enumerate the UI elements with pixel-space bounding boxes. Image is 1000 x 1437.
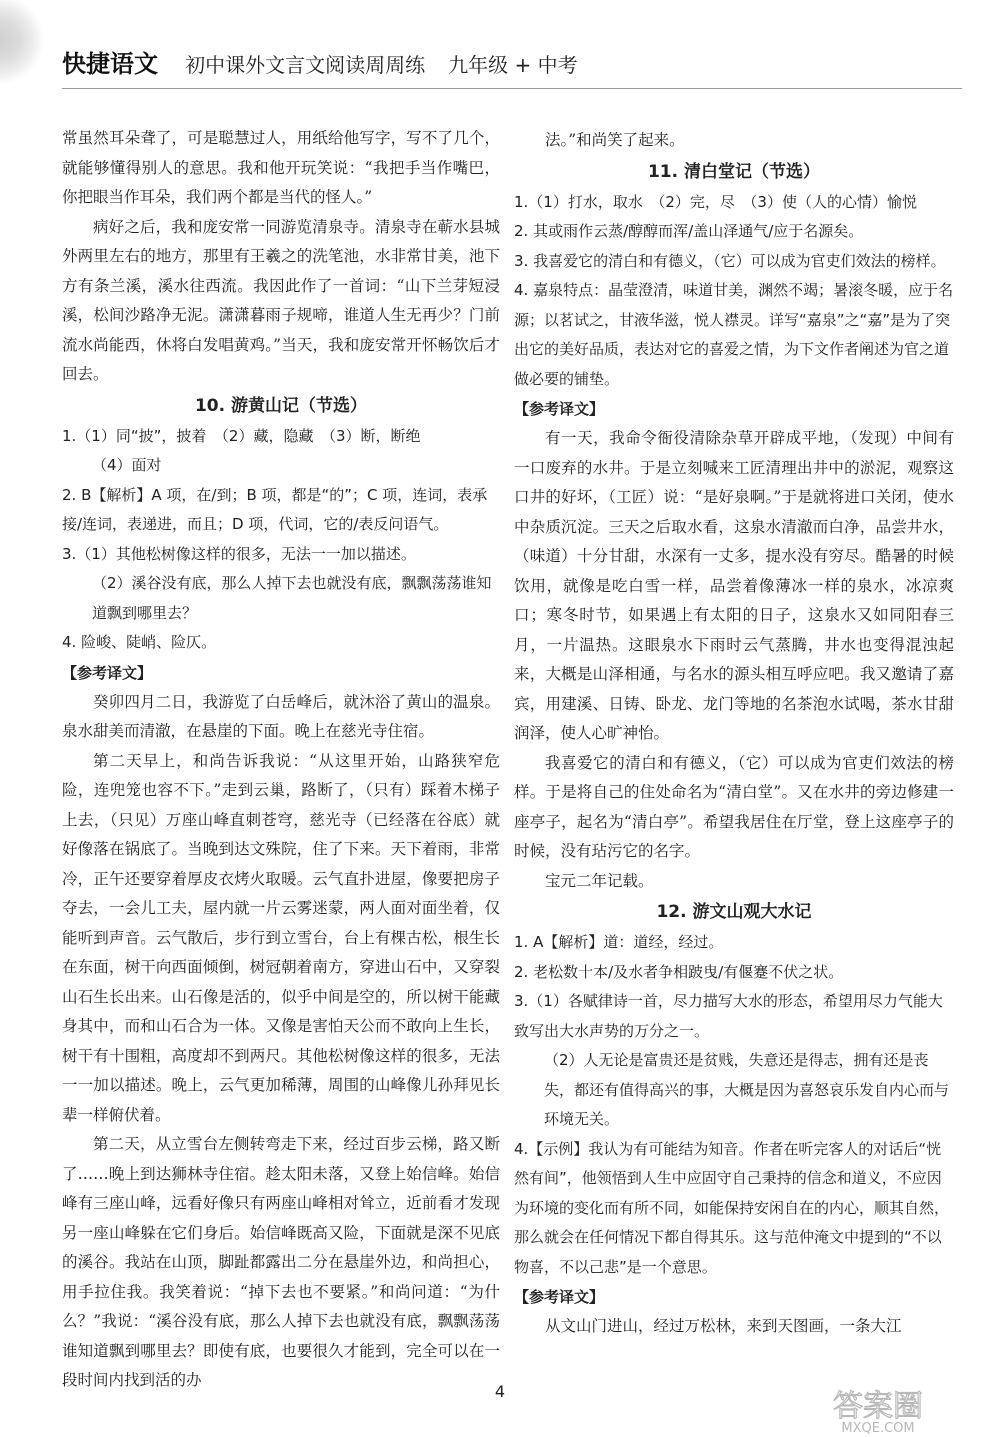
- right-column: [514, 126, 954, 1342]
- reference-heading: 【参考译文】: [62, 663, 153, 682]
- section-title: 10. 游黄山记（节选）: [194, 395, 368, 416]
- grade-label: 九年级 + 中考: [448, 53, 578, 77]
- paragraph: 有一天，我命令衙役清除杂草开辟成平地，（发现）中间有一口废弃的水井。于是立刻喊来工匠清理出井中的淤泥，观察这口井的好坏，（工匠）说：“是好泉啊。”于是就将进口关闭，使水中杂质沉淀。三天之后取水看，这泉水清澈而白净，品尝井水，（味道）十分甘甜，水深有一丈多，提水没有穷尽。酷暑的时候饮用，就像是吃白雪一样，品尝着像薄冰一样的泉水，冰凉爽口；寒冬时节，如果遇上有太阳的日子，这泉水又如同阳春三月，一片温热。这眼泉水下雨时云气蒸腾，井水也变得混浊起来，大概是山泽相通，与名水的源头相互呼应吧。我又邀请了嘉宾，用建溪、日铸、卧龙、龙门等地的名茶泡水试喝，茶水甘甜润泽，使人心旷神怡。: [514, 429, 954, 742]
- answer-item: 2. 其或雨作云蒸/醇醇而浑/盖山泽通气/应于名源矣。: [514, 222, 864, 240]
- answer-item: （4）面对: [92, 456, 162, 474]
- page-header: [62, 44, 970, 84]
- answer-item: （2）溪谷没有底，那么人掉下去也就没有底，飘飘荡荡谁知道飘到哪里去？: [92, 574, 492, 622]
- watermark-logo: [778, 1386, 978, 1434]
- paragraph: 常虽然耳朵聋了，可是聪慧过人，用纸给他写字，写不了几个，就能够懂得别人的意思。我和他开玩笑说：“我把手当作嘴巴，你把眼当作耳朵，我们两个都是当代的怪人。”: [62, 129, 500, 206]
- reference-heading: 【参考译文】: [514, 400, 605, 418]
- answer-item: 2. B【解析】A 项，在/到；B 项，都是“的”；C 项，连词，表承接/连词，表递进，而且；D 项，代词，它的/表反问语气。: [62, 485, 488, 533]
- answer-item: 4.【示例】我认为有可能结为知音。作者在听完客人的对话后“恍然有间”，他领悟到人生中应固守自己秉持的信念和道义，不应因为环境的变化而有所不同，如能保持安闲自在的内心，顺其自然，那么就会在任何情况下都自得其乐。这与范仲淹文中提到的“不以物喜，不以己悲”是一个意思。: [514, 1139, 950, 1276]
- answer-item: 4. 险峻、陡峭、险仄。: [62, 633, 217, 651]
- answer-item: （2）人无论是富贵还是贫贱，失意还是得志，拥有还是丧失，都还有值得高兴的事，大概是因为喜怒哀乐发自内心而与环境无关。: [544, 1051, 950, 1128]
- answer-item: 3.（1）其他松树像这样的很多，无法一一加以描述。: [62, 544, 416, 563]
- paragraph: 从文山门进山，经过万松林，来到天图画，一条大江: [545, 1317, 902, 1335]
- page-number: 4: [494, 1382, 506, 1401]
- answer-item: 2. 老松数十本/及水者争相跛曳/有偃蹇不伏之状。: [514, 962, 844, 981]
- answer-item: 1.（1）同“披”，披着 （2）藏，隐藏 （3）断，断绝: [62, 426, 421, 445]
- header-rule: [62, 88, 962, 89]
- answer-item: 1.（1）打水，取水 （2）完，尽 （3）使（人的心情）愉悦: [514, 192, 917, 211]
- reference-heading: 【参考译文】: [514, 1288, 605, 1306]
- answer-item: 4. 嘉泉特点：晶莹澄清，味道甘美，渊然不竭；暑滚冬暖，应于名源；以茗试之，甘液华滋，悦人襟灵。详写“嘉泉”之“嘉”是为了突出它的美好品质，表达对它的喜爱之情，为下文作者阐述为官之道做必要的铺垫。: [514, 281, 954, 388]
- paragraph: 病好之后，我和庞安常一同游览清泉寺。清泉寺在蕲水县城外两里左右的地方，那里有王羲之的洗笔池，水非常甘美，池下方有条兰溪，溪水往西流。我因此作了一首词：“山下兰芽短浸溪，松间沙路净无泥。潇潇暮雨子规啼，谁道人生无再少？门前流水尚能西，休将白发唱黄鸡。”当天，我和庞安常开怀畅饮后才回去。: [62, 217, 500, 383]
- paragraph: 第二天早上，和尚告诉我说：“从这里开始，山路狭窄危险，连兜笼也容不下。”走到云巢，路断了，（只有）踩着木梯子上去，（只见）万座山峰直刺苍穹，慈光寺（已经落在谷底）就好像落在锅底了。当晚到达文殊院，住了下来。天下着雨，非常冷，正午还要穿着厚皮衣烤火取暖。云气直扑进屋，像要把房子夺去，一会儿工夫，屋内就一片云雾迷蒙，两人面对面坐着，仅能听到声音。云气散后，步行到立雪台，台上有棵古松，根生长在东面，树干向西面倾倒，树冠朝着南方，穿进山石中，又穿裂山石生长出来。山石像是活的，似乎中间是空的，所以树干能藏身其中，而和山石合为一体。又像是害怕天公而不敢向上生长，树干有十围粗，高度却不到两尺。其他松树像这样的很多，无法一一加以描述。晚上，云气更加稀薄，周围的山峰像儿孙拜见长辈一样俯伏着。: [62, 751, 500, 1124]
- watermark-domain: MXQE.COM: [841, 1421, 915, 1434]
- corner-ornament: [0, 0, 44, 110]
- paragraph: 法。”和尚笑了起来。: [545, 131, 685, 149]
- answer-item: 3.（1）各赋律诗一首，尽力描写大水的形态，希望用尽力气能大致写出大水声势的万分之一。: [514, 992, 943, 1040]
- watermark-text: 答案圈: [833, 1389, 923, 1424]
- answer-item: 3. 我喜爱它的清白和有德义，（它）可以成为官吏们效法的榜样。: [514, 251, 946, 270]
- paragraph: 癸卯四月二日，我游览了白岳峰后，就沐浴了黄山的温泉。泉水甜美而清澈，在悬崖的下面。晚上在慈光寺住宿。: [62, 692, 500, 740]
- book-subtitle: 初中课外文言文阅读周周练: [185, 53, 426, 77]
- paragraph: 我喜爱它的清白和有德义，（它）可以成为官吏们效法的榜样。于是将自己的住处命名为“清白堂”。又在水井的旁边修建一座亭子，起名为“清白亭”。希望我居住在厅堂，登上这座亭子的时候，没有玷污它的名字。: [514, 753, 954, 860]
- answer-item: 1. A【解析】道：道经，经过。: [514, 933, 724, 951]
- paragraph: 第二天，从立雪台左侧转弯走下来，经过百步云梯，路又断了……晚上到达狮林寺住宿。趁太阳未落，又登上始信峰。始信峰有三座山峰，远看好像只有两座山峰相对耸立，近前看才发现另一座山峰躲在它们身后。始信峰既高又险，下面就是深不见底的溪谷。我站在山顶，脚趾都露出二分在悬崖外边，和尚担心，用手拉住我。我笑着说：“掉下去也不要紧。”和尚问道：“为什么？”我说：“溪谷没有底，那么人掉下去也就没有底，飘飘荡荡谁知道飘到哪里去？即使有底，也要很久才能到，完全可以在一段时间内找到活的办: [62, 1135, 500, 1389]
- section-title: 11. 清白堂记（节选）: [647, 161, 821, 182]
- section-title: 12. 游文山观大水记: [656, 902, 812, 922]
- left-column: [62, 124, 500, 1396]
- brand-title: 快捷语文: [62, 50, 158, 78]
- paragraph: 宝元二年记载。: [545, 871, 654, 890]
